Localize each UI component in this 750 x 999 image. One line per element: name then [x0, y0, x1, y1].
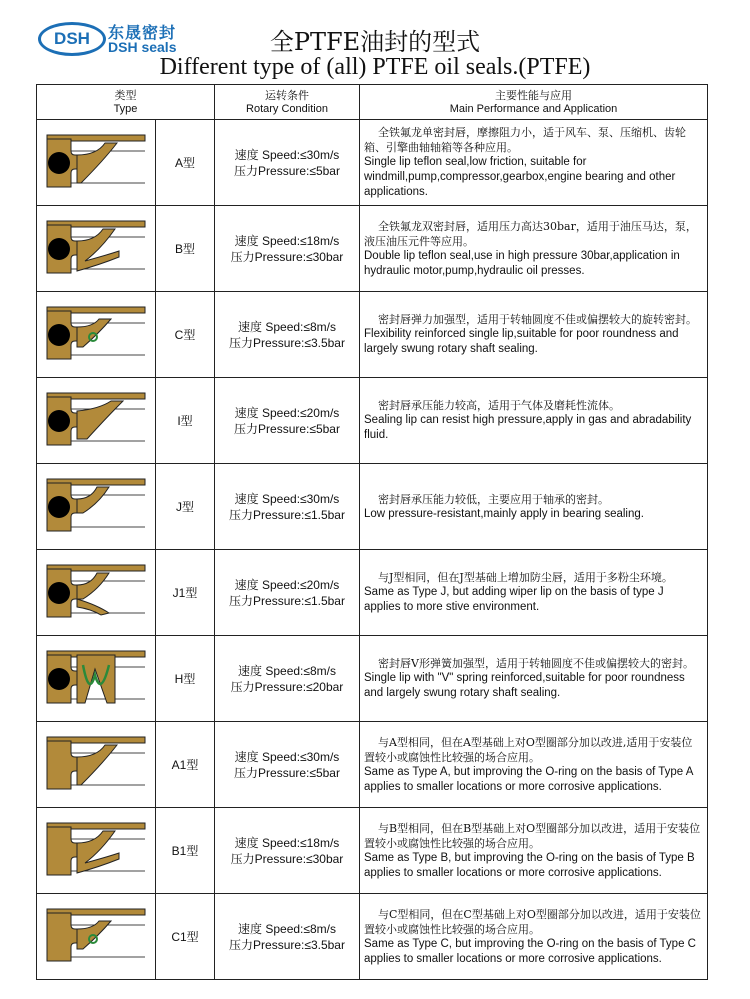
- pressure-limit: 压力Pressure:≤20bar: [230, 679, 344, 694]
- seal-diagram-cell: [37, 464, 156, 550]
- seal-types-table: [36, 84, 708, 980]
- performance-cell: [360, 722, 708, 808]
- header-performance-en: Main Performance and Application: [449, 102, 618, 115]
- performance-cell: [360, 894, 708, 980]
- performance-cell: [360, 206, 708, 292]
- speed-limit: 速度 Speed:≤18m/s: [234, 835, 340, 850]
- performance-en: Same as Type J, but adding wiper lip on the basis of type J applies to more stive environment.: [364, 586, 664, 613]
- speed-limit: 速度 Speed:≤30m/s: [234, 491, 340, 506]
- rotary-condition-cell: [215, 808, 360, 894]
- page-title-chinese: 全PTFE油封的型式: [269, 28, 481, 56]
- performance-cell: [360, 550, 708, 636]
- seal-a-icon: [37, 125, 155, 201]
- rotary-condition-cell: [215, 722, 360, 808]
- header-performance-cn: 主要性能与应用: [495, 88, 572, 102]
- seal-b1-icon: [37, 813, 155, 889]
- pressure-limit: 压力Pressure:≤5bar: [234, 765, 340, 780]
- seal-type-label: J型: [156, 464, 215, 550]
- performance-cn: 密封唇V形弹簧加强型，适用于转轴圆度不佳或偏摆较大的密封。: [378, 657, 694, 670]
- seal-h-icon: [37, 641, 155, 717]
- header-type-en: Type: [113, 102, 138, 115]
- seal-i-icon: [37, 383, 155, 459]
- performance-en: Sealing lip can resist high pressure,apply in gas and abradability fluid.: [364, 414, 692, 441]
- seal-type-label: B型: [156, 206, 215, 292]
- seal-b-icon: [37, 211, 155, 287]
- header-type-cn: 类型: [114, 88, 137, 102]
- speed-limit: 速度 Speed:≤20m/s: [234, 405, 340, 420]
- seal-type-label: C1型: [156, 894, 215, 980]
- performance-en: Single lip with "V" spring reinforced,suitable for poor roundness and largely swung rotary shaft sealing.: [364, 672, 685, 699]
- table-row: [37, 464, 708, 550]
- header-condition-cn: 运转条件: [265, 88, 309, 102]
- seal-type-label: I型: [156, 378, 215, 464]
- pressure-limit: 压力Pressure:≤3.5bar: [229, 335, 345, 350]
- seal-diagram-cell: [37, 894, 156, 980]
- seal-type-label: H型: [156, 636, 215, 722]
- rotary-condition-cell: [215, 206, 360, 292]
- table-row: [37, 120, 708, 206]
- seal-diagram-cell: [37, 206, 156, 292]
- performance-en: Single lip teflon seal,low friction, suitable for windmill,pump,compressor,gearbox,engine bearing and other applications.: [364, 156, 676, 198]
- table-row: [37, 808, 708, 894]
- performance-cn: 密封唇弹力加强型，适用于转轴圆度不佳或偏摆较大的旋转密封。: [378, 313, 697, 326]
- seal-j-icon: [37, 469, 155, 545]
- speed-limit: 速度 Speed:≤30m/s: [234, 749, 340, 764]
- speed-limit: 速度 Speed:≤8m/s: [238, 921, 336, 936]
- pressure-limit: 压力Pressure:≤1.5bar: [229, 593, 345, 608]
- performance-en: Same as Type B, but improving the O-ring on the basis of Type B applies to smaller locations or more corrosive applications.: [364, 851, 695, 879]
- seal-type-label: A1型: [156, 722, 215, 808]
- header-type: [37, 85, 215, 120]
- performance-cn: 与A型相同，但在A型基础上对O型圈部分加以改进,适用于安装位置较小或腐蚀性比较强的场合应用。: [364, 735, 693, 764]
- performance-cn: 与J型相同，但在J型基础上增加防尘唇，适用于多粉尘环境。: [378, 571, 673, 584]
- table-row: [37, 722, 708, 808]
- logo-english-name: DSH seals: [108, 39, 177, 55]
- performance-en: Same as Type C, but improving the O-ring on the basis of Type C applies to smaller locations or more corrosive applications.: [364, 937, 696, 965]
- seal-diagram-cell: [37, 808, 156, 894]
- table-header-row: [37, 85, 708, 120]
- rotary-condition-cell: [215, 636, 360, 722]
- performance-en: Double lip teflon seal,use in high pressure 30bar,application in hydraulic motor,pump,hydraulic oil presses.: [364, 249, 680, 277]
- performance-cn: 全铁氟龙双密封唇，适用压力高达30bar，适用于油压马达，泵，液压油压元件等应用。: [364, 219, 697, 248]
- rotary-condition-cell: [215, 292, 360, 378]
- performance-cell: [360, 636, 708, 722]
- speed-limit: 速度 Speed:≤20m/s: [234, 577, 340, 592]
- performance-cn: 与B型相同，但在B型基础上对O型圈部分加以改进，适用于安装位置较小或腐蚀性比较强的场合应用。: [364, 821, 701, 850]
- performance-cn: 全铁氟龙单密封唇，摩擦阻力小，适于风车、泵、压缩机、齿轮箱、引擎曲轴轴箱等各种应用。: [364, 126, 686, 154]
- performance-en: Low pressure-resistant,mainly apply in bearing sealing.: [364, 507, 644, 520]
- performance-en: Flexibility reinforced single lip,suitable for poor roundness and largely swung rotary shaft sealing.: [364, 328, 679, 355]
- header-condition: [215, 85, 360, 120]
- performance-cell: [360, 378, 708, 464]
- rotary-condition-cell: [215, 120, 360, 206]
- performance-cn: 密封唇承压能力较低，主要应用于轴承的密封。: [378, 492, 609, 506]
- table-row: [37, 894, 708, 980]
- speed-limit: 速度 Speed:≤30m/s: [234, 147, 340, 162]
- table-row: [37, 292, 708, 378]
- seal-c1-icon: [37, 899, 155, 975]
- seal-type-label: A型: [156, 120, 215, 206]
- seal-diagram-cell: [37, 550, 156, 636]
- pressure-limit: 压力Pressure:≤3.5bar: [229, 937, 345, 952]
- pressure-limit: 压力Pressure:≤5bar: [234, 163, 340, 178]
- rotary-condition-cell: [215, 550, 360, 636]
- seal-a1-icon: [37, 727, 155, 803]
- performance-cell: [360, 464, 708, 550]
- seal-type-label: J1型: [156, 550, 215, 636]
- pressure-limit: 压力Pressure:≤5bar: [234, 421, 340, 436]
- rotary-condition-cell: [215, 464, 360, 550]
- header-condition-en: Rotary Condition: [246, 102, 328, 115]
- performance-cell: [360, 120, 708, 206]
- performance-cn: 密封唇承压能力较高，适用于气体及磨耗性流体。: [378, 399, 620, 412]
- table-row: [37, 378, 708, 464]
- logo-chinese-name: 东晟密封: [108, 23, 177, 42]
- pressure-limit: 压力Pressure:≤30bar: [230, 851, 344, 866]
- performance-en: Same as Type A, but improving the O-ring on the basis of Type A applies to smaller locations or more corrosive applications.: [364, 765, 693, 793]
- rotary-condition-cell: [215, 894, 360, 980]
- speed-limit: 速度 Speed:≤8m/s: [238, 663, 336, 678]
- speed-limit: 速度 Speed:≤8m/s: [238, 319, 336, 334]
- seal-diagram-cell: [37, 722, 156, 808]
- pressure-limit: 压力Pressure:≤1.5bar: [229, 507, 345, 522]
- pressure-limit: 压力Pressure:≤30bar: [230, 249, 344, 264]
- seal-diagram-cell: [37, 378, 156, 464]
- page-title-english: Different type of (all) PTFE oil seals.(PTFE): [159, 54, 591, 80]
- rotary-condition-cell: [215, 378, 360, 464]
- performance-cell: [360, 292, 708, 378]
- table-row: [37, 636, 708, 722]
- seal-diagram-cell: [37, 636, 156, 722]
- table-row: [37, 550, 708, 636]
- seal-j1-icon: [37, 555, 155, 631]
- seal-c-icon: [37, 297, 155, 373]
- logo-mark: DSH: [38, 22, 106, 56]
- seal-diagram-cell: [37, 292, 156, 378]
- seal-type-label: B1型: [156, 808, 215, 894]
- header-performance: [360, 85, 708, 120]
- performance-cn: 与C型相同，但在C型基础上对O型圈部分加以改进，适用于安装位置较小或腐蚀性比较强的场合应用。: [364, 907, 701, 936]
- speed-limit: 速度 Speed:≤18m/s: [234, 233, 340, 248]
- table-row: [37, 206, 708, 292]
- performance-cell: [360, 808, 708, 894]
- seal-type-label: C型: [156, 292, 215, 378]
- seal-diagram-cell: [37, 120, 156, 206]
